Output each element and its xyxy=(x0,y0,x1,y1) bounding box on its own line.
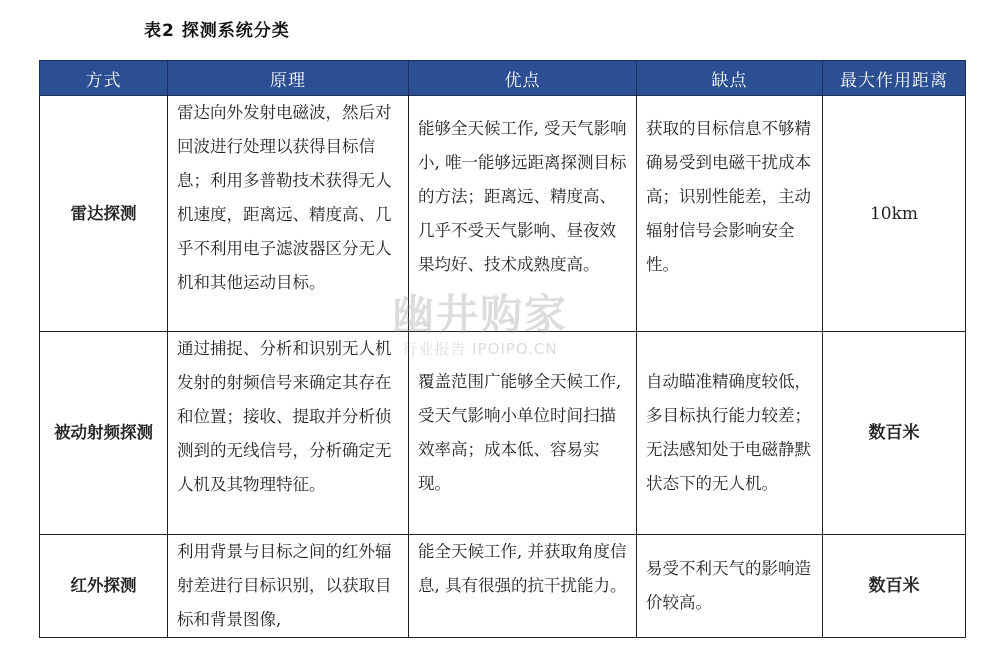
cell-range: 数百米 xyxy=(823,332,966,535)
cell-principle: 通过捕捉、分析和识别无人机发射的射频信号来确定其存在和位置；接收、提取并分析侦测到的无线信号，分析确定无人机及其物理特征。 xyxy=(168,332,409,535)
cell-cons: 易受不利天气的影响造价较高。 xyxy=(637,535,823,638)
watermark-logo-text: 幽井购家 xyxy=(392,290,569,339)
cell-cons: 获取的目标信息不够精确易受到电磁干扰成本高；识别性能差，主动辐射信号会影响安全性。 xyxy=(637,96,823,332)
cell-pros: 覆盖范围广能够全天候工作, 受天气影响小单位时间扫描效率高；成本低、容易实现。 xyxy=(409,332,637,535)
cell-method: 雷达探测 xyxy=(40,96,168,332)
cell-method: 被动射频探测 xyxy=(40,332,168,535)
header-principle: 原理 xyxy=(168,61,409,96)
cell-principle: 利用背景与目标之间的红外辐射差进行目标识别，以获取目标和背景图像, xyxy=(168,535,409,638)
cell-cons: 自动瞄准精确度较低，多目标执行能力较差；无法感知处于电磁静默状态下的无人机。 xyxy=(637,332,823,535)
cell-pros: 能全天候工作, 并获取角度信息, 具有很强的抗干扰能力。 xyxy=(409,535,637,638)
header-cons: 缺点 xyxy=(637,61,823,96)
header-pros: 优点 xyxy=(409,61,637,96)
table-row-radar xyxy=(40,96,966,332)
watermark-subtext: 行业报告 IPOIPO.CN xyxy=(402,340,558,358)
table-row-infrared xyxy=(40,535,966,638)
header-max-range: 最大作用距离 xyxy=(823,61,966,96)
header-row xyxy=(40,61,966,96)
cell-pros: 能够全天候工作, 受天气影响小, 唯一能够远距离探测目标的方法；距离远、精度高、几乎不受天气影响、昼夜效果均好、技术成熟度高。 xyxy=(409,96,637,332)
cell-range: 10km xyxy=(823,96,966,332)
cell-method: 红外探测 xyxy=(40,535,168,638)
cell-principle: 雷达向外发射电磁波，然后对回波进行处理以获得目标信息；利用多普勒技术获得无人机速度，距离远、精度高、几乎不利用电子滤波器区分无人机和其他运动目标。 xyxy=(168,96,409,332)
cell-range: 数百米 xyxy=(823,535,966,638)
table-row-passive-rf xyxy=(40,332,966,535)
table-caption: 表2 探测系统分类 xyxy=(144,21,290,41)
header-method: 方式 xyxy=(40,61,168,96)
detection-system-table xyxy=(39,60,966,638)
